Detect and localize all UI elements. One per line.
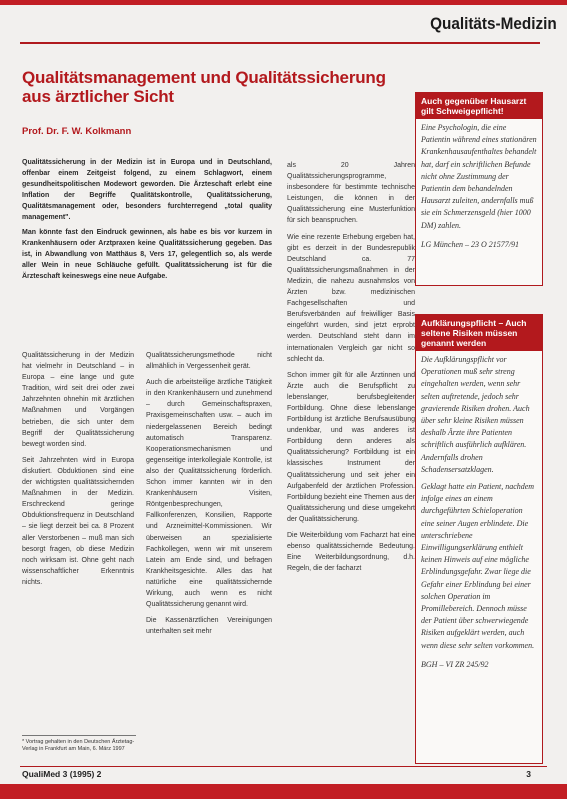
sidebox-title: Auch gegenüber Hausarzt gilt Schweigepflicht! bbox=[416, 93, 542, 119]
sidebox-disclosure bbox=[415, 314, 543, 764]
sidebox-paragraph: Geklagt hatte ein Patient, nachdem infolge eines an einem durchgeführten Schieloperation eine seiner Augen erblindete. Die unterschriebene Einwilligungserklärung enthielt keinen Hinweis auf eine mögliche Erblindungsgefahr. Zwar liege die Gefahr einer Erblindung bei einer solchen Operation im Promillebereich. Dennoch müsse der Patient über schwerwiegende Risiken aufgeklärt werden, auch wenn diese sehr selten vorkommen. bbox=[421, 482, 535, 650]
sidebox-body bbox=[416, 351, 542, 660]
section-title: Qualitäts-Medizin bbox=[430, 14, 557, 33]
sidebox-title: Aufklärungspflicht – Auch seltene Risiken müssen genannt werden bbox=[416, 315, 542, 351]
header-rule bbox=[20, 42, 540, 44]
body-column-2 bbox=[146, 350, 272, 642]
article-lead bbox=[22, 157, 272, 286]
top-accent-bar bbox=[0, 0, 567, 5]
body-paragraph: Wie eine rezente Erhebung ergeben hat, gibt es derzeit in der Bundesrepublik Deutschland ca. 77 Qualitätssicherungsmaßnahmen in der Medizin, die nahezu ausnahmslos von Ärzten bzw. medizinischen Fachgesellschaften und Berufsverbänden auf freiwilliger Basis eingeführt wurden, sind jetzt erprobt werden. Deutschland steht dann im internationalen Vergleich gar nicht so schlecht da. bbox=[287, 233, 415, 363]
body-paragraph: Auch die arbeitsteilige ärztliche Tätigkeit in den Krankenhäusern und zunehmend – durch Gemeinschaftspraxen, Praxisgemeinschaften usw. – auch im niedergelassenen Bereich bedingt automatisch Transparenz. Kooperationsmechanismen und gegenseitige interkollegiale Kontrolle, ist also der Qualitätssicherung förderlich. Schon immer kannten wir in den Krankenhäusern Visiten, Röntgenbesprechungen, Fallkonferenzen, Konsilien, Rapporte und Arzneimittel-Kommissionen. Wir überweisen an spezialisierte Fachkollegen, wenn wir mit unserem Latein am Ende sind, und befragen Krankheitsgesichte. Alles das hat natürliche eine qualitätssichernde Wirkung, auch wenn es nicht Qualitätssicherung genannt wird. bbox=[146, 379, 272, 609]
body-paragraph: Die Kassenärztlichen Vereinigungen unterhalten seit mehr bbox=[146, 617, 272, 636]
sidebox-citation: BGH – VI ZR 245/92 bbox=[421, 659, 489, 669]
body-paragraph: Die Weiterbildung vom Facharzt hat eine ebenso qualitätssichernde Bedeutung. Eine Weiterbildungsordnung, d.h. Regeln, die der facharzt bbox=[287, 532, 415, 573]
article-headline: Qualitätsmanagement und Qualitätssicherung aus ärztlicher Sicht bbox=[22, 68, 386, 106]
bottom-accent-bar bbox=[0, 784, 567, 799]
footer-rule bbox=[20, 766, 547, 767]
sidebox-confidentiality bbox=[415, 92, 543, 286]
body-paragraph: Schon immer gilt für alle Ärztinnen und Ärzte auch die Berufspflicht zu lebenslanger, berufsbegleitender Fortbildung. Ohne diese lebenslange Fortbildung ist ärztliche Berufsausübung undenkbar, und was anderes ist Fortbildung denn anderes als Qualitätssicherung? Fortbildung ist ein klassisches Instrument der Qualitätssicherung und seit jeher ein Aufgabenfeld der ärztlichen Profession. Fortbildung bezieht eine Themen aus der Qualitätssicherung und diese umgekehrt der Qualitätssicherung. bbox=[287, 371, 415, 523]
journal-reference: QualiMed 3 (1995) 2 bbox=[22, 769, 102, 779]
lead-paragraph: Man könnte fast den Eindruck gewinnen, als habe es bis vor kurzem in Krankenhäusern oder Arztpraxen keine Qualitätssicherung gegeben. Das ist, in Abwandlung von Matthäus 8, Vers 17, gelegentlich so, als werde aller Wein in neue Schläuche gefüllt. Qualitätssicherung ist für die Ärzteschaft keineswegs eine neue Aufgabe. bbox=[22, 229, 272, 280]
sidebox-paragraph: Die Aufklärungspflicht vor Operationen muß sehr streng eingehalten werden, wenn sehr selten auftretende, jedoch sehr gravierende Risiken drohen. Auch über sehr kleine Risiken müssen deshalb Ärzte ihre Patienten schriftlich ausführlich aufklären. Andernfalls drohen Schadensersatzklagen. bbox=[421, 355, 530, 474]
sidebox-citation: LG München – 23 O 21577/91 bbox=[421, 239, 519, 249]
body-column-3 bbox=[287, 160, 415, 579]
page-number: 3 bbox=[526, 769, 531, 779]
body-column-1 bbox=[22, 350, 134, 593]
footnote: * Vortrag gehalten in den Deutschen Ärztetag-Verlag in Frankfurt am Main, 6. März 1997 bbox=[22, 735, 136, 753]
body-paragraph: Seit Jahrzehnten wird in Europa diskutiert. Obduktionen sind eine der wichtigsten qualitätssichernden Maßnahmen in der Medizin. Erschreckend geringe Obduktionsfrequenz in Deutschland – sie liegt derzeit bei ca. 8 Prozent aller Verstorbenen – muß man sich besorgt fragen, ob diese Medizin noch wirksam ist. Ohne geht nach wissenschaftlicher Erkenntnis nichts. bbox=[22, 456, 134, 586]
sidebox-body bbox=[416, 119, 542, 240]
article-author: Prof. Dr. F. W. Kolkmann bbox=[22, 126, 132, 137]
lead-paragraph: Qualitätssicherung in der Medizin ist in Europa und in Deutschland, offenbar einem Zeitgeist folgend, zu einem Schlagwort, einem gesundheitspolitischen Modewort geworden. Die Ärzteschaft erlebt eine Inflation der Begriffe Qualitätskontrolle, Qualitätssicherung, Qualitätsmanagement oder, besonders furchterregend „total quality management". bbox=[22, 159, 272, 221]
body-paragraph: als 20 Jahren Qualitätssicherungsprogramme, insbesondere für bestimmte technische Leistungen, die können in der Qualitätssicherung eine Musterfunktion für sich beanspruchen. bbox=[287, 162, 415, 225]
body-paragraph: Qualitätssicherung in der Medizin hat vielmehr in Deutschland – in Europa – eine lange und gute Tradition, wird seit drei oder zwei Jahrzehnten ohnehin mit ärztlichen Maßnahmen und Vorgängen betrieben, die sich unter dem Begriff der Qualitätssicherung bewegt worden sind. bbox=[22, 352, 134, 448]
body-paragraph: Qualitätssicherungsmethode nicht allmählich in Vergessenheit gerät. bbox=[146, 352, 272, 371]
sidebox-paragraph: Eine Psychologin, die eine Patientin während eines stationären Krankenhausaufenthaltes behandelt hat, darf ein schriftlichen Befunde nicht ohne Zustimmung der Patientin dem behandelnden Hausarzt zuleiten, andernfalls muß sie ein Schmerzensgeld (hier 1000 DM) zahlen. bbox=[421, 123, 537, 230]
